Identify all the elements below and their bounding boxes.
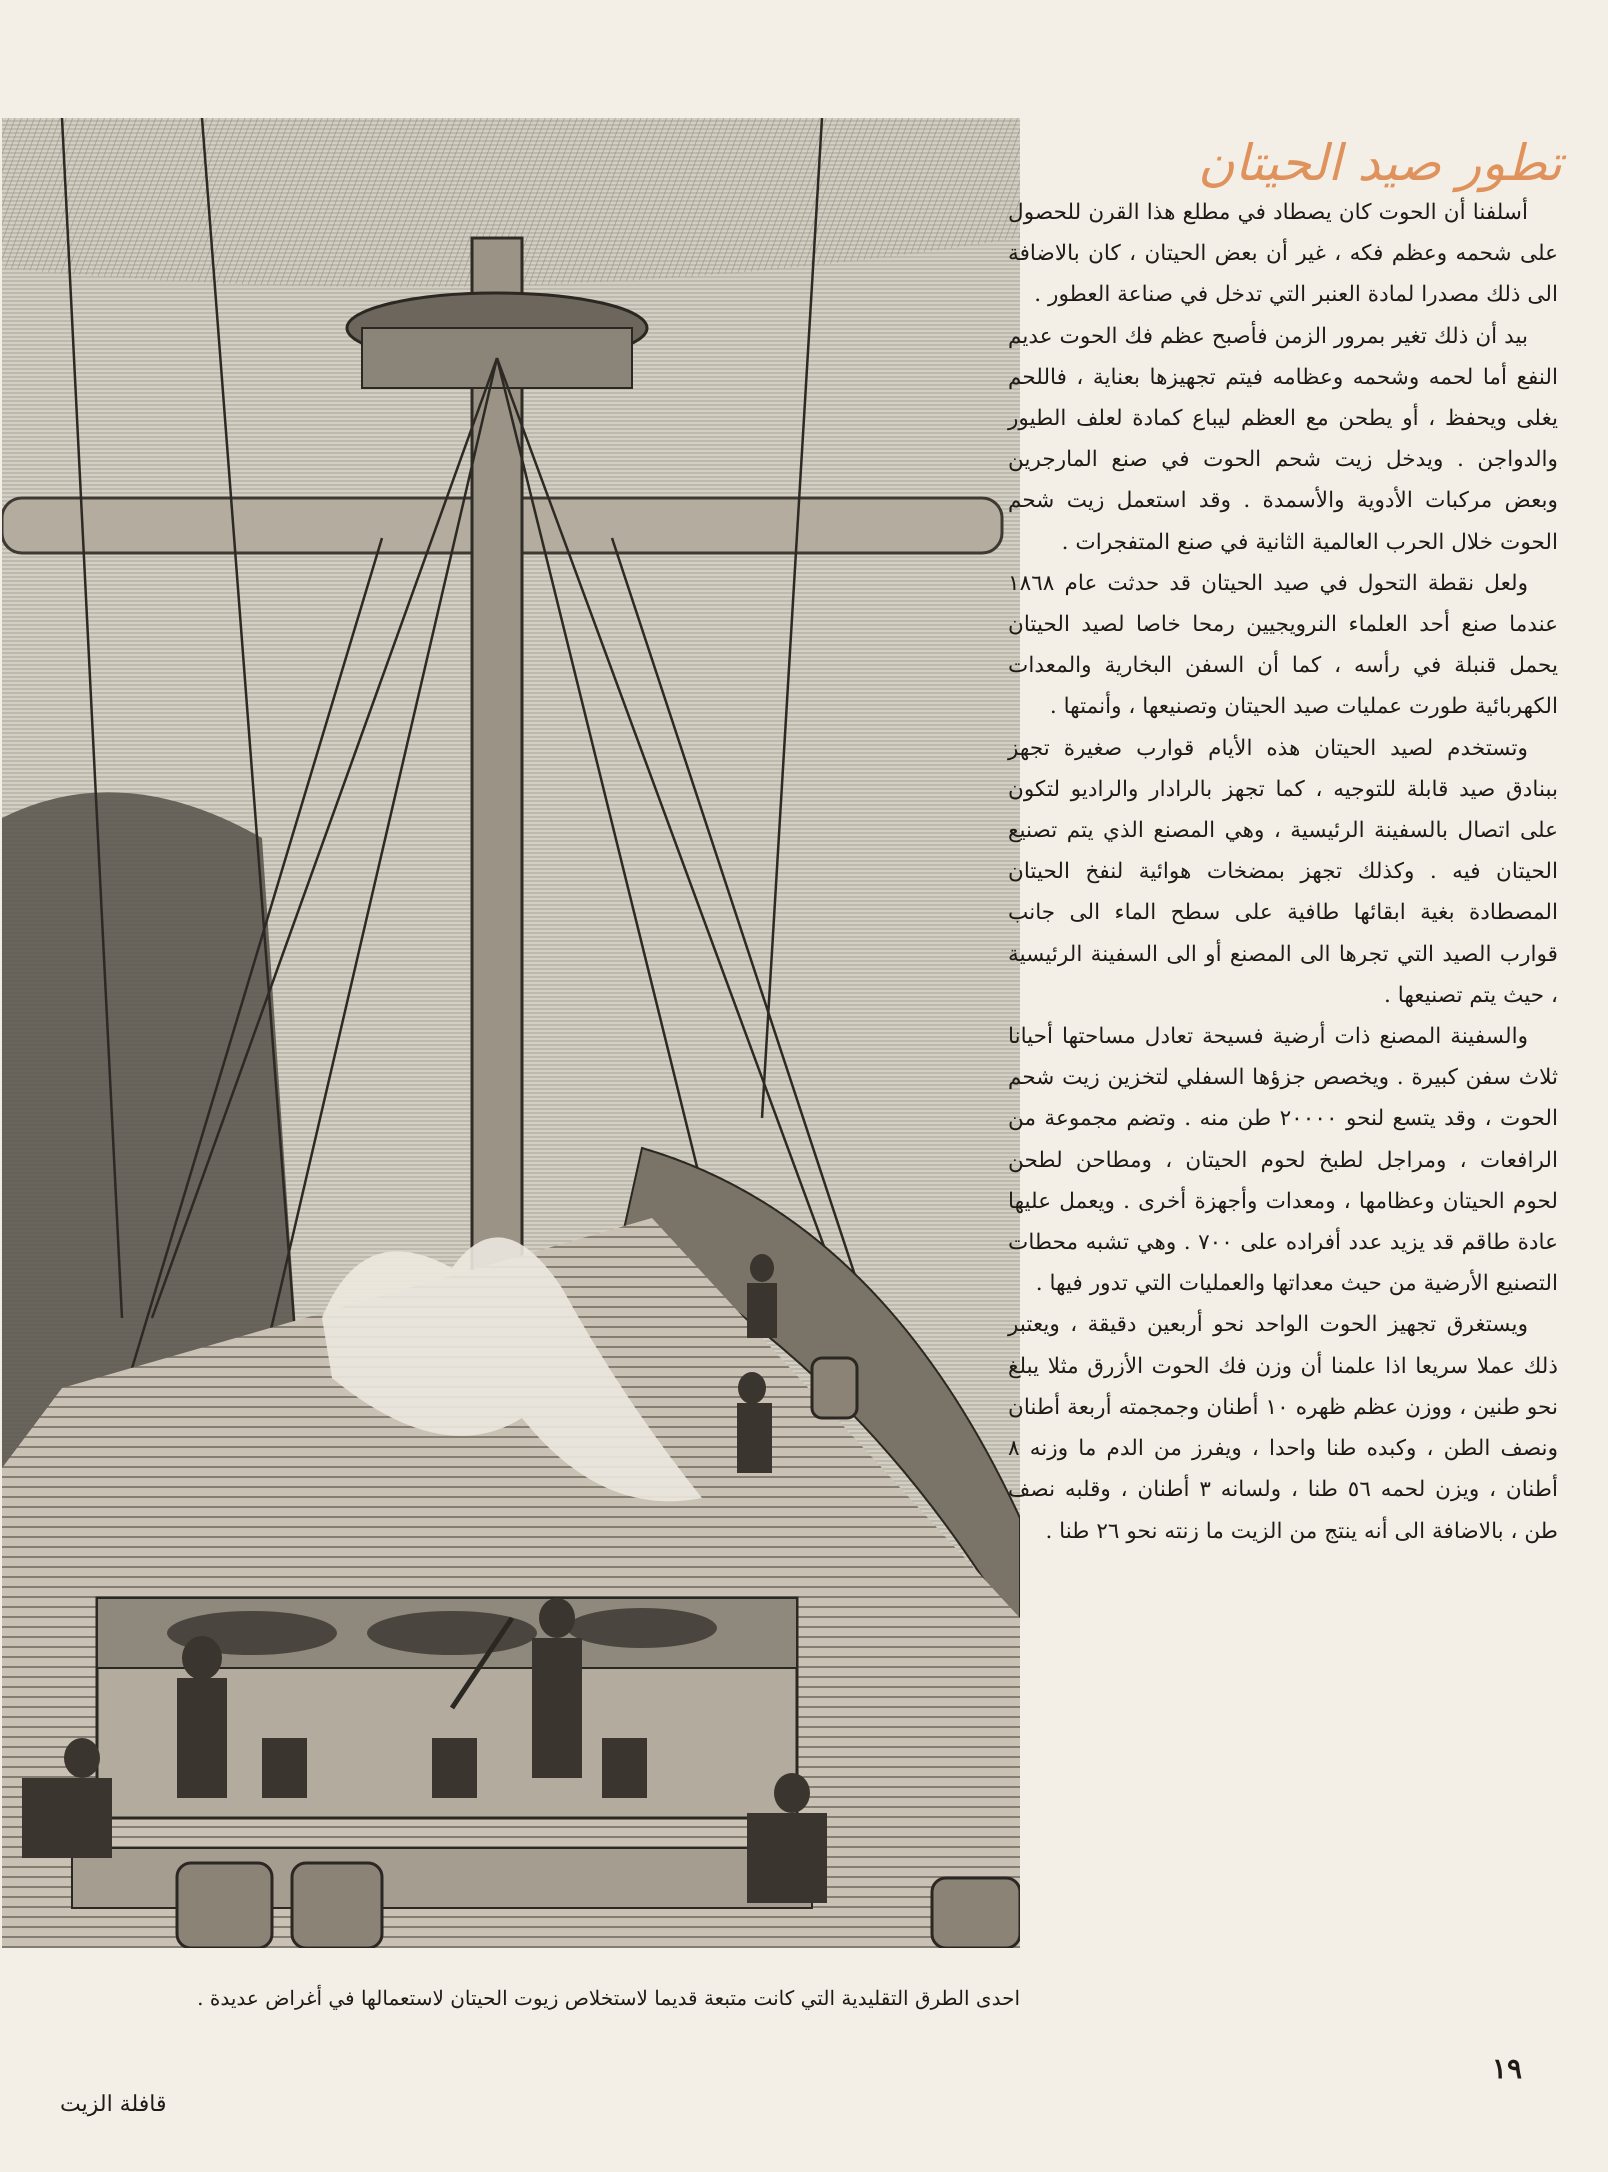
article-paragraph: ويستغرق تجهيز الحوت الواحد نحو أربعين دقيقة ، ويعتبر ذلك عملا سريعا اذا علمنا أن وزن فك الحوت الأزرق مثلا يبلغ نحو طنين ، ووزن عظم ظهره ١٠ أطنان وجمجمته أربعة أطنان ونصف الطن ، وكبده طنا واحدا ، ويفرز من الدم ما وزنه ٨ أطنان ، ويزن لحمه ٥٦ طنا ، ولسانه ٣ أطنان ، وقلبه نصف طن ، بالاضافة الى أنه ينتج من الزيت ما زنته نحو ٢٦ طنا . [1008,1312,1558,1544]
article-paragraph: أسلفنا أن الحوت كان يصطاد في مطلع هذا القرن للحصول على شحمه وعظم فكه ، غير أن بعض الحيتان ، كان بالاضافة الى ذلك مصدرا لمادة العنبر التي تدخل في صناعة العطور . [1008,200,1558,308]
article-title: تطور صيد الحيتان [1197,134,1562,192]
engraving-illustration [2,118,1020,1948]
article-paragraph: ولعل نقطة التحول في صيد الحيتان قد حدثت عام ١٨٦٨ عندما صنع أحد العلماء النرويجيين رمحا خاصا لصيد الحيتان يحمل قنبلة في رأسه ، كما أن السفن البخارية والمعدات الكهربائية طورت عمليات صيد الحيتان وتصنيعها ، وأنمتها . [1008,570,1558,720]
article-body [1008,192,1558,2032]
article-paragraph: وتستخدم لصيد الحيتان هذه الأيام قوارب صغيرة تجهز ببنادق صيد قابلة للتوجيه ، كما تجهز بالرادار والراديو لتكون على اتصال بالسفينة الرئيسية ، وهي المصنع الذي يتم تصنيع الحيتان فيه . وكذلك تجهز بمضخات هوائية لنفخ الحيتان المصطادة بغية ابقائها طافية على سطح الماء الى جانب قوارب الصيد التي تجرها الى المصنع أو الى السفينة الرئيسية ، حيث يتم تصنيعها . [1008,735,1558,1008]
page-number: ١٩ [1491,2052,1522,2085]
article-paragraph: والسفينة المصنع ذات أرضية فسيحة تعادل مساحتها أحيانا ثلاث سفن كبيرة . ويخصص جزؤها السفلي لتخزين زيت شحم الحوت ، وقد يتسع لنحو ٢٠٠٠٠ طن منه . وتضم مجموعة من الرافعات ، ومراجل لطبخ لحوم الحيتان ، ومطاحن لطحن لحوم الحيتان وعظامها ، ومعدات وأجهزة أخرى . ويعمل عليها عادة طاقم قد يزيد عدد أفراده على ٧٠٠ . وهي تشبه محطات التصنيع الأرضية من حيث معداتها والعمليات التي تدور فيها . [1008,1024,1558,1297]
whaling-ship-engraving [2,118,1020,1948]
article-paragraph: بيد أن ذلك تغير بمرور الزمن فأصبح عظم فك الحوت عديم النفع أما لحمه وشحمه وعظامه فيتم تجهيزها بعناية ، فاللحم يغلى ويحفظ ، أو يطحن مع العظم ليباع كمادة لعلف الطيور والدواجن . ويدخل زيت شحم الحوت في صنع المارجرين وبعض مركبات الأدوية والأسمدة . وقد استعمل زيت شحم الحوت خلال الحرب العالمية الثانية في صنع المتفجرات . [1008,323,1558,555]
magazine-name: قافلة الزيت [60,2092,167,2117]
image-caption: احدى الطرق التقليدية التي كانت متبعة قديما لاستخلاص زيوت الحيتان لاستعمالها في أغراض عديدة . [197,1986,1020,2010]
